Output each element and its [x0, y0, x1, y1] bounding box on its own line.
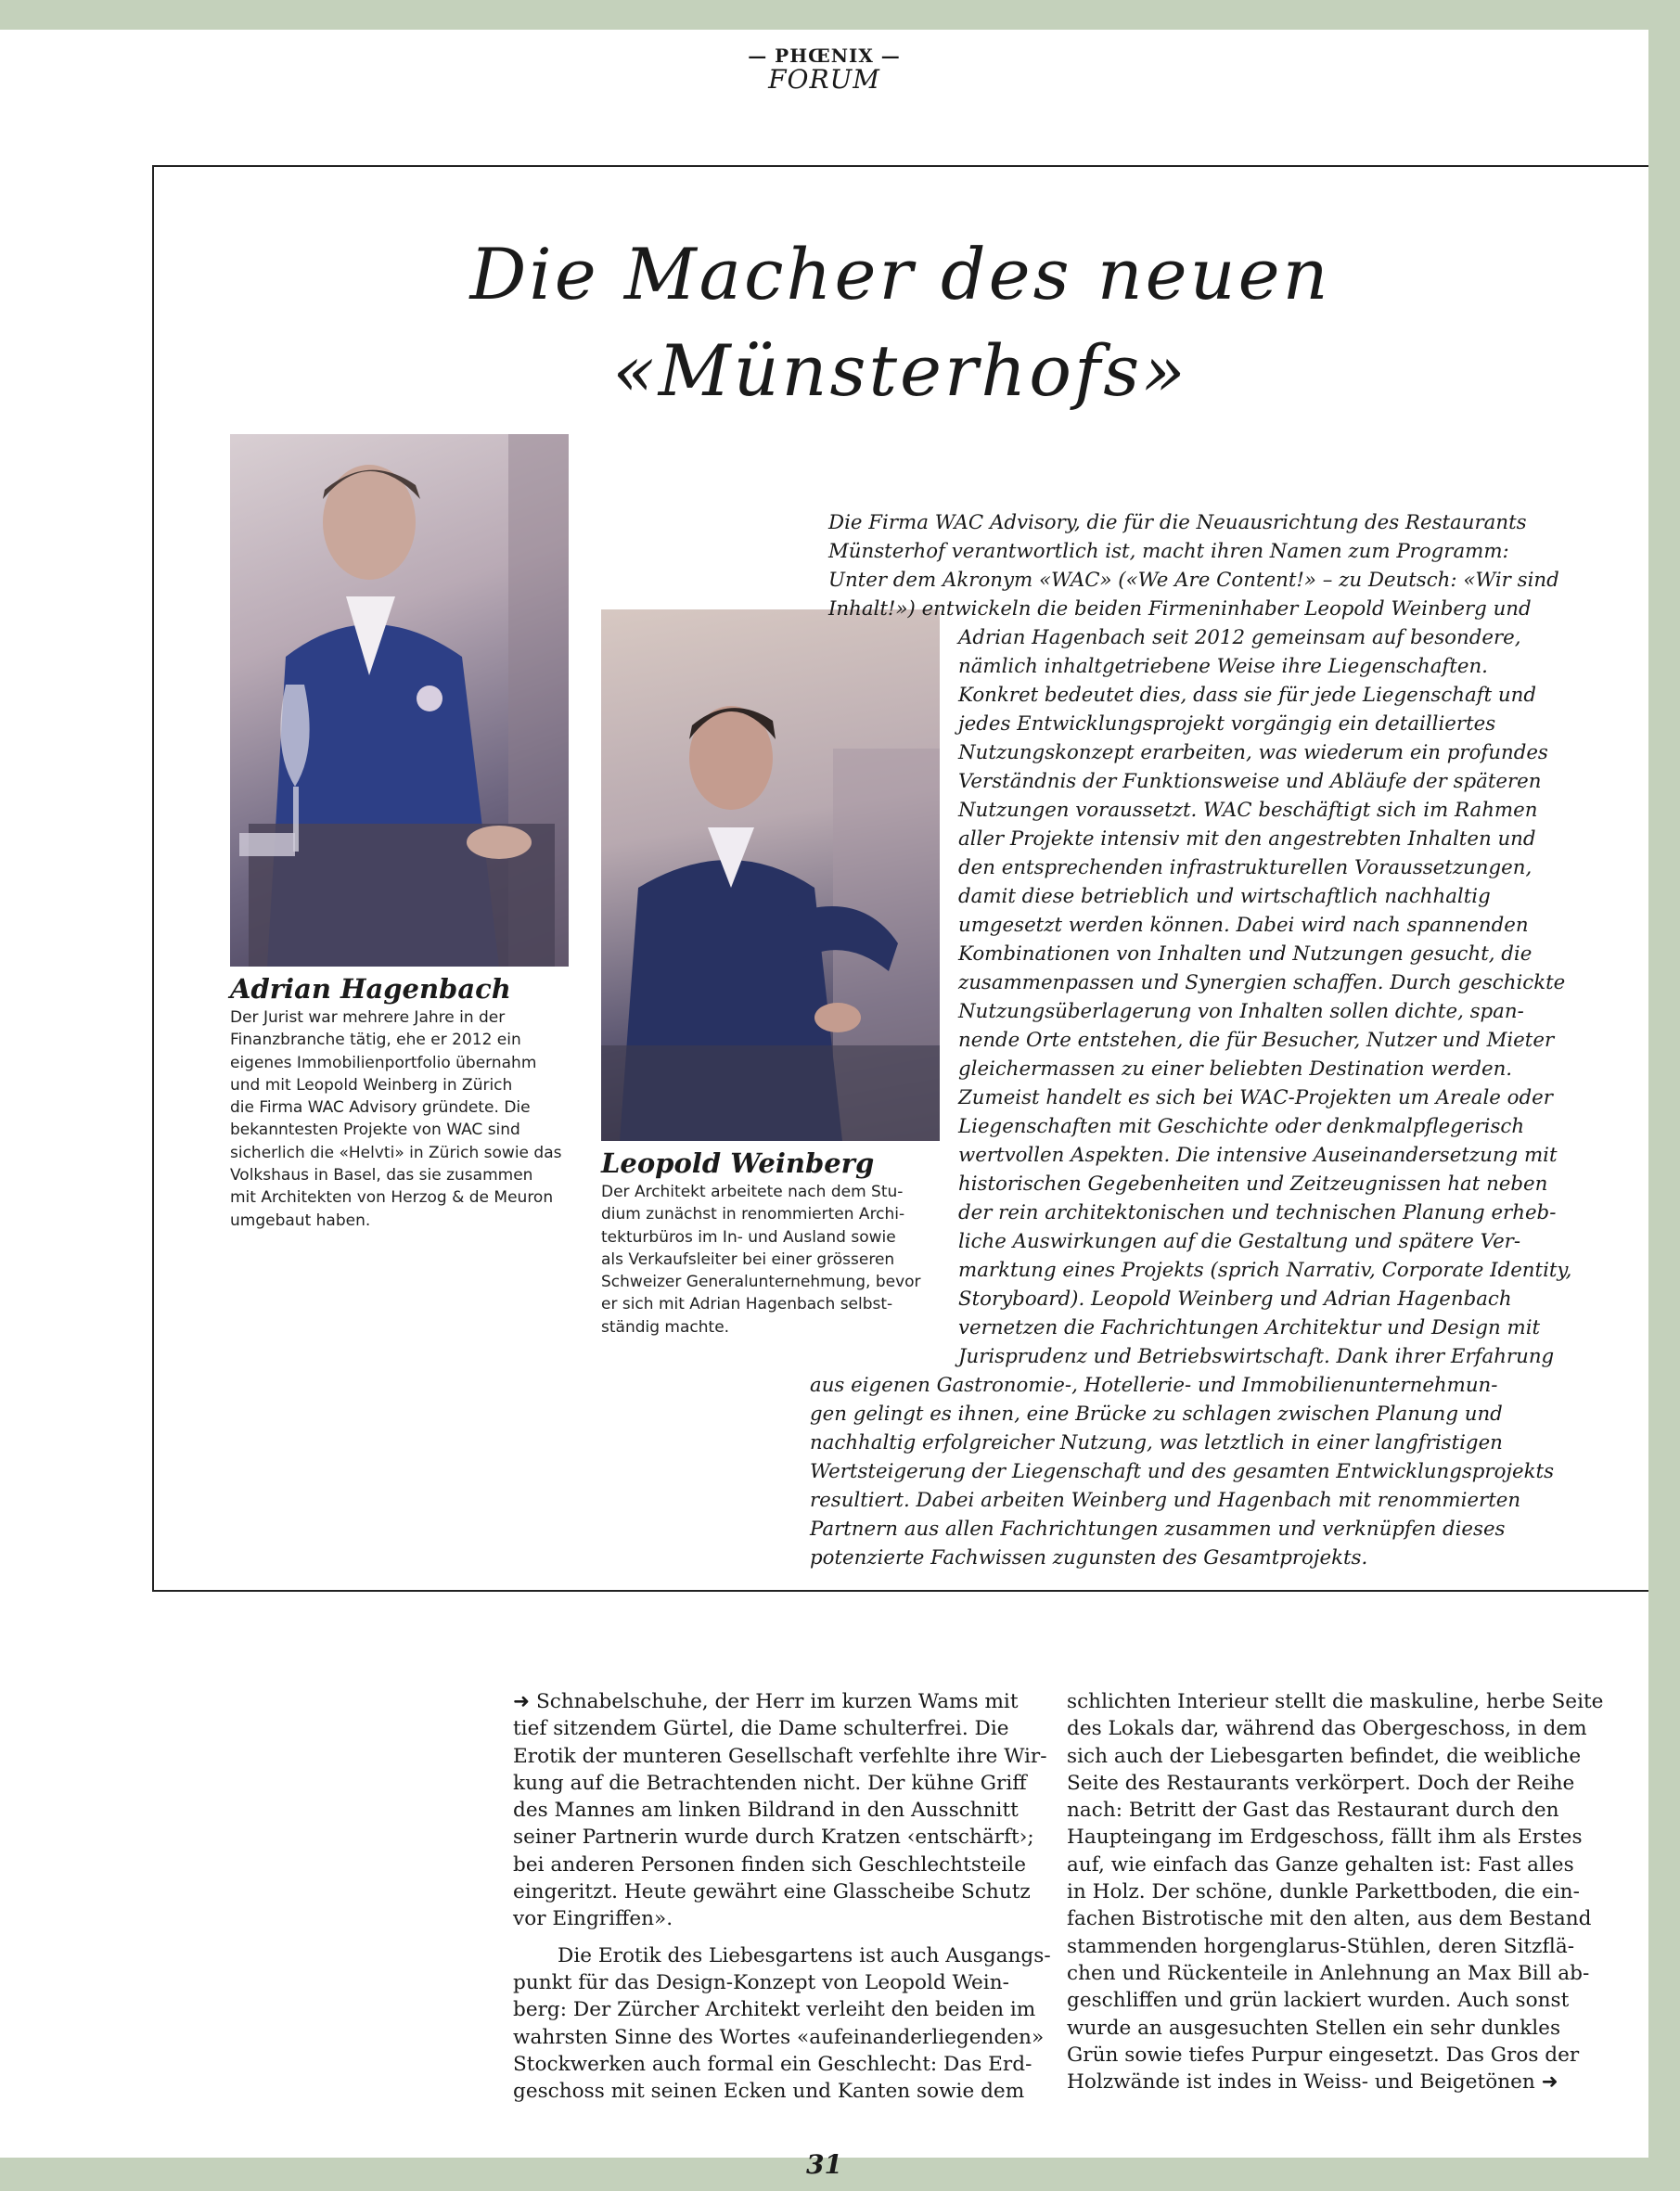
intro-line: marktung eines Projekts (sprich Narrativ, Corporate Identity, — [958, 1259, 1572, 1282]
body-line: eingeritzt. Heute gewährt eine Glasscheibe Schutz — [513, 1880, 1031, 1904]
intro-line: Die Firma WAC Advisory, die für die Neuausrichtung des Restaurants — [828, 511, 1527, 534]
body-line: berg: Der Zürcher Architekt verleiht den beiden im — [513, 1998, 1036, 2022]
intro-line: liche Auswirkungen auf die Gestaltung und spätere Ver- — [958, 1230, 1521, 1253]
caption-line: ständig machte. — [601, 1317, 730, 1337]
caption-line: Der Jurist war mehrere Jahre in der — [230, 1008, 506, 1027]
body-line: auf, wie einfach das Ganze gehalten ist: Fast alles — [1067, 1852, 1574, 1877]
body-line: seiner Partnerin wurde durch Kratzen ‹entschärft›; — [513, 1826, 1034, 1850]
body-line: stammenden horgenglarus-Stühlen, deren Sitzflä- — [1067, 1934, 1575, 1958]
headline-line-2: «Münsterhofs» — [612, 329, 1188, 412]
intro-line: resultiert. Dabei arbeiten Weinberg und Hagenbach mit renommierten — [810, 1489, 1521, 1512]
caption-line: und mit Leopold Weinberg in Zürich — [230, 1075, 513, 1095]
body-column-1 — [513, 1688, 1051, 2105]
body-line: schlichten Interieur stellt die maskuline, herbe Seite — [1067, 1690, 1604, 1713]
body-line: bei anderen Personen finden sich Geschlechtsteile — [513, 1852, 1026, 1877]
caption-line: dium zunächst in renommierten Archi- — [601, 1205, 905, 1224]
intro-line: Nutzungskonzept erarbeiten, was wiederum ein profundes — [958, 741, 1548, 764]
intro-line: nämlich inhaltgetriebene Weise ihre Liegenschaften. — [958, 655, 1488, 678]
intro-line: Münsterhof verantwortlich ist, macht ihren Namen zum Programm: — [828, 540, 1509, 563]
body-line: des Lokals dar, während das Obergeschoss, in dem — [1067, 1717, 1587, 1741]
caption-name-leopold-weinberg: Leopold Weinberg — [601, 1147, 875, 1179]
intro-line: jedes Entwicklungsprojekt vorgängig ein detailliertes — [958, 712, 1496, 736]
caption-line: als Verkaufsleiter bei einer grösseren — [601, 1249, 895, 1269]
caption-line: er sich mit Adrian Hagenbach selbst- — [601, 1295, 893, 1314]
caption-line: mit Architekten von Herzog & de Meuron — [230, 1188, 554, 1208]
intro-line: Liegenschaften mit Geschichte oder denkmalpflegerisch — [958, 1115, 1525, 1138]
intro-line: aus eigenen Gastronomie-, Hotellerie- und Immobilienunternehmun- — [810, 1374, 1498, 1397]
caption-line: sicherlich die «Helvti» in Zürich sowie das — [230, 1143, 562, 1162]
masthead-section: FORUM — [768, 64, 880, 95]
caption-line: eigenes Immobilienportfolio übernahm — [230, 1053, 537, 1072]
body-line: Stockwerken auch formal ein Geschlecht: Das Erd- — [513, 2052, 1032, 2076]
body-line: Holzwände ist indes in Weiss- und Beigetönen ➜ — [1067, 2070, 1558, 2095]
body-line: punkt für das Design-Konzept von Leopold Wein- — [513, 1970, 1009, 1994]
body-line: Seite des Restaurants verkörpert. Doch der Reihe — [1067, 1771, 1575, 1795]
body-line: nach: Betritt der Gast das Restaurant durch den — [1067, 1799, 1559, 1823]
intro-line: Unter dem Akronym «WAC» («We Are Content!» – zu Deutsch: «Wir sind — [828, 569, 1559, 592]
headline-line-1: Die Macher des neuen — [469, 233, 1331, 315]
intro-line: historischen Gegebenheiten und Zeitzeugnissen hat neben — [958, 1172, 1548, 1196]
intro-line: Kombinationen von Inhalten und Nutzungen gesucht, die — [958, 942, 1533, 966]
intro-line: Adrian Hagenbach seit 2012 gemeinsam auf besondere, — [958, 626, 1521, 649]
caption-name-adrian-hagenbach: Adrian Hagenbach — [230, 973, 511, 1005]
body-line: fachen Bistrotische mit den alten, aus dem Bestand — [1067, 1907, 1592, 1931]
body-line: Erotik der munteren Gesellschaft verfehlte ihre Wir- — [513, 1744, 1047, 1768]
body-column-2 — [1067, 1688, 1603, 2095]
intro-line: zusammenpassen und Synergien schaffen. Durch geschickte — [958, 971, 1566, 994]
intro-line: Nutzungen voraussetzt. WAC beschäftigt sich im Rahmen — [958, 799, 1538, 822]
intro-line: Zumeist handelt es sich bei WAC-Projekten um Areale oder — [958, 1086, 1553, 1109]
body-line: tief sitzendem Gürtel, die Dame schulterfrei. Die — [513, 1717, 1009, 1741]
intro-line: Verständnis der Funktionsweise und Abläufe der späteren — [958, 770, 1542, 793]
intro-line: Inhalt!») entwickeln die beiden Firmeninhaber Leopold Weinberg und — [828, 597, 1532, 621]
body-line: geschliffen und grün lackiert wurden. Auch sonst — [1067, 1989, 1570, 2013]
body-line: in Holz. Der schöne, dunkle Parkettboden, die ein- — [1067, 1880, 1580, 1904]
body-line: Die Erotik des Liebesgartens ist auch Ausgangs- — [558, 1943, 1051, 1967]
intro-line: wertvollen Aspekten. Die intensive Auseinandersetzung mit — [958, 1144, 1558, 1167]
intro-line: den entsprechenden infrastrukturellen Voraussetzungen, — [958, 856, 1533, 879]
body-line: vor Eingriffen». — [513, 1907, 673, 1931]
intro-line: nachhaltig erfolgreicher Nutzung, was letztlich in einer langfristigen — [810, 1431, 1503, 1454]
caption-line: die Firma WAC Advisory gründete. Die — [230, 1098, 531, 1118]
intro-line: gleichermassen zu einer beliebten Destination werden. — [958, 1057, 1513, 1081]
caption-line: Der Architekt arbeitete nach dem Stu- — [601, 1183, 904, 1201]
masthead — [0, 46, 1648, 93]
body-line: chen und Rückenteile in Anlehnung an Max Bill ab- — [1067, 1961, 1590, 1985]
intro-text — [0, 508, 1571, 1572]
caption-line: Finanzbranche tätig, ehe er 2012 ein — [230, 1031, 521, 1050]
intro-line: Konkret bedeutet dies, dass sie für jede Liegenschaft und — [958, 684, 1536, 707]
intro-line: nende Orte entstehen, die für Besucher, Nutzer und Mieter — [958, 1029, 1555, 1052]
caption-line: tekturbüros im In- und Ausland sowie — [601, 1227, 896, 1247]
intro-line: Wertsteigerung der Liegenschaft und des gesamten Entwicklungsprojekts — [810, 1460, 1555, 1483]
headline — [152, 226, 1648, 419]
body-line: geschoss mit seinen Ecken und Kanten sowie dem — [513, 2080, 1025, 2104]
intro-line: Partnern aus allen Fachrichtungen zusammen und verknüpfen dieses — [810, 1518, 1506, 1541]
intro-line: aller Projekte intensiv mit den angestrebten Inhalten und — [958, 827, 1536, 851]
masthead-brand: — PHŒNIX — — [748, 45, 901, 67]
intro-line: gen gelingt es ihnen, eine Brücke zu schlagen zwischen Planung und — [810, 1403, 1503, 1426]
body-line: sich auch der Liebesgarten befindet, die weibliche — [1067, 1744, 1582, 1768]
body-line: Grün sowie tiefes Purpur eingesetzt. Das Gros der — [1067, 2043, 1580, 2067]
magazine-page — [0, 30, 1648, 2180]
intro-line: vernetzen die Fachrichtungen Architektur und Design mit — [958, 1316, 1541, 1339]
body-line: kung auf die Betrachtenden nicht. Der kühne Griff — [513, 1771, 1027, 1795]
page-number: 31 — [806, 2149, 842, 2180]
caption-line: bekanntesten Projekte von WAC sind — [230, 1121, 520, 1140]
body-line: wahrsten Sinne des Wortes «aufeinanderliegenden» — [513, 2025, 1045, 2049]
intro-line: umgesetzt werden können. Dabei wird nach spannenden — [958, 914, 1529, 937]
intro-line: Storyboard). Leopold Weinberg und Adrian Hagenbach — [958, 1288, 1512, 1311]
body-line: ➜ Schnabelschuhe, der Herr im kurzen Wams mit — [513, 1690, 1019, 1713]
intro-line: Nutzungsüberlagerung von Inhalten sollen dichte, span- — [958, 1000, 1524, 1023]
intro-line: damit diese betrieblich und wirtschaftlich nachhaltig — [958, 885, 1491, 908]
caption-line: Volkshaus in Basel, das sie zusammen — [230, 1166, 533, 1185]
intro-line: Jurisprudenz und Betriebswirtschaft. Dank ihrer Erfahrung — [958, 1345, 1555, 1368]
body-line: wurde an ausgesuchten Stellen ein sehr dunkles — [1067, 2016, 1561, 2040]
caption-line: Schweizer Generalunternehmung, bevor — [601, 1273, 921, 1292]
paragraph-gap — [513, 1933, 1051, 1942]
body-line: des Mannes am linken Bildrand in den Ausschnitt — [513, 1799, 1019, 1823]
caption-line: umgebaut haben. — [230, 1211, 371, 1230]
intro-line: potenzierte Fachwissen zugunsten des Gesamtprojekts. — [810, 1546, 1368, 1570]
intro-line: der rein architektonischen und technischen Planung erheb- — [958, 1201, 1557, 1224]
body-line: Haupteingang im Erdgeschoss, fällt ihm als Erstes — [1067, 1826, 1583, 1850]
